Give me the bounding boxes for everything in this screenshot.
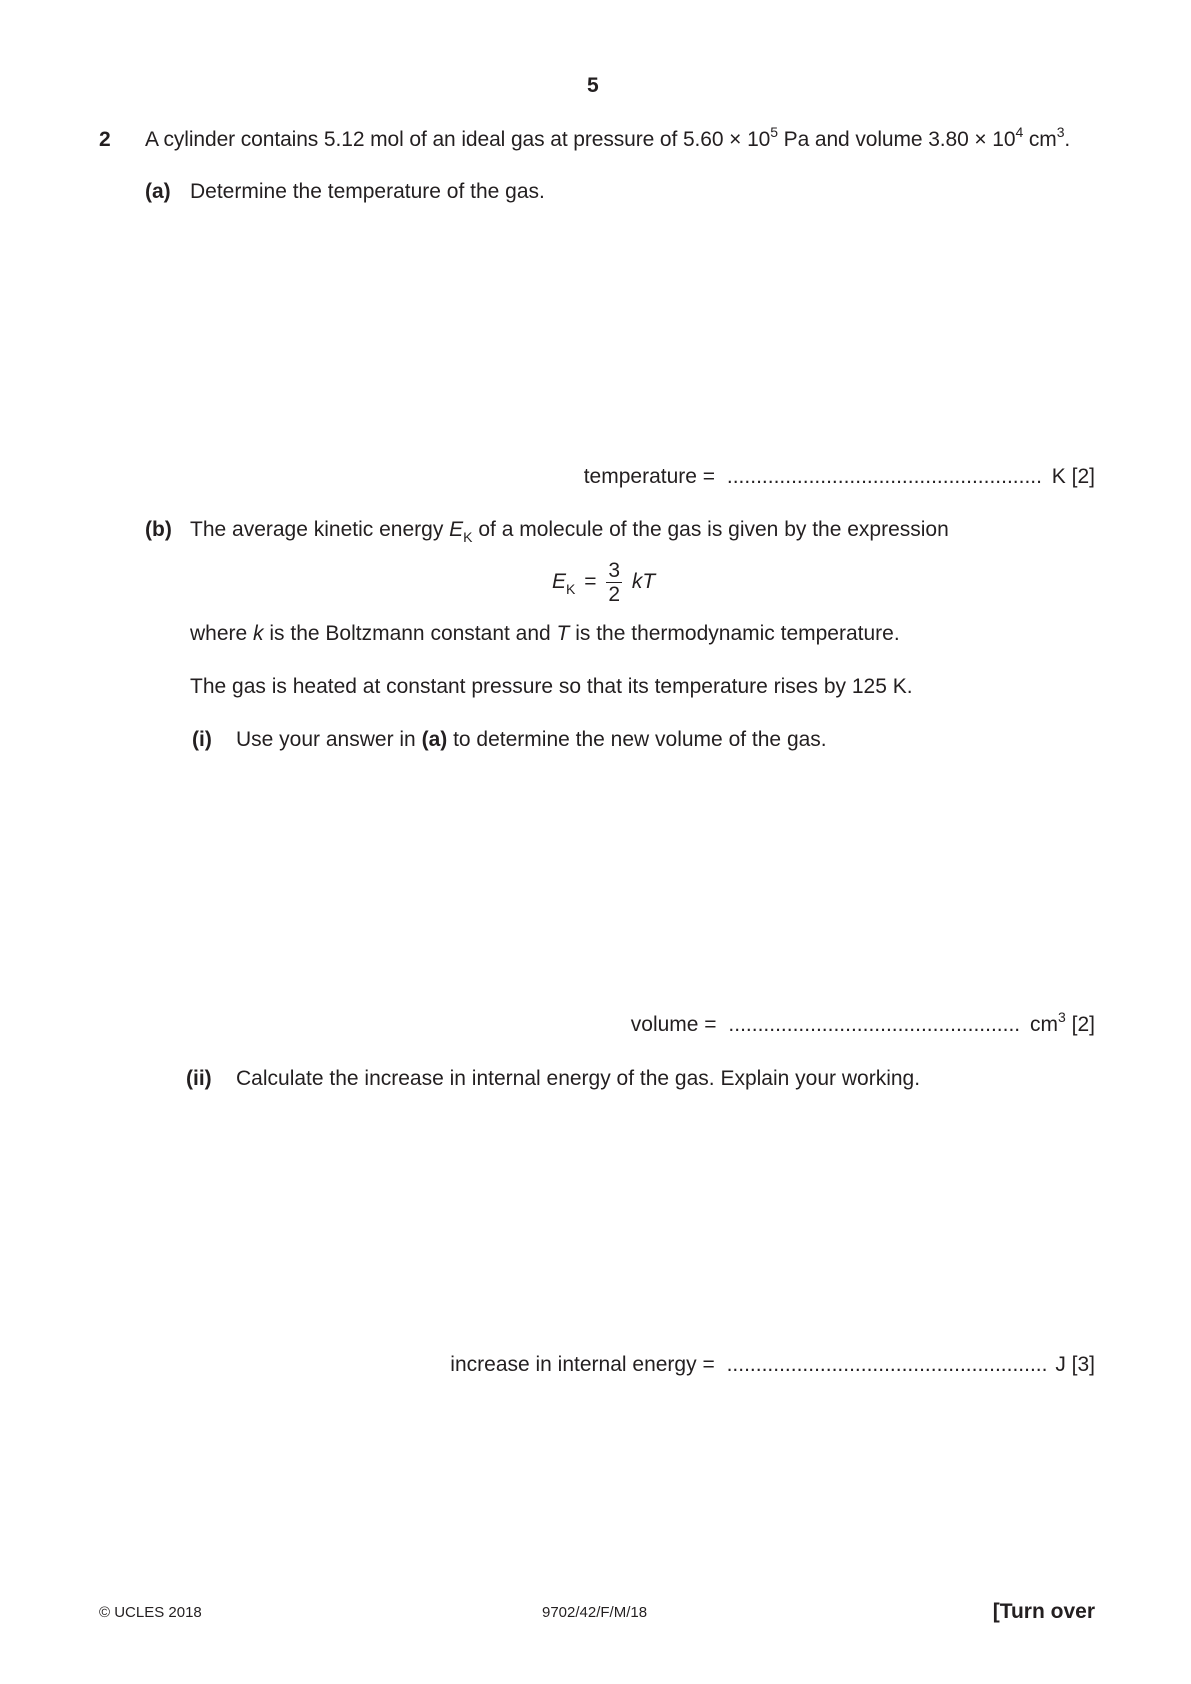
part-a-text: Determine the temperature of the gas.: [190, 180, 545, 203]
part-b-ii-label: (ii): [186, 1067, 212, 1090]
question-intro: A cylinder contains 5.12 mol of an ideal gas at pressure of $5.60 \times 10^5$ Pa and volume $3.80 \times 10^4$ $cm^3$.: [145, 124, 1071, 151]
part-b-i-text: Use your answer in (a) to determine the new volume of the gas.: [236, 728, 827, 751]
heating-text: The gas is heated at constant pressure so that its temperature rises by 125 K.: [190, 675, 913, 698]
where-text: where k is the Boltzmann constant and T is the thermodynamic temperature.: [190, 622, 900, 645]
footer-code: 9702/42/F/M/18: [542, 1604, 648, 1621]
part-b-text: The average kinetic energy $E_K$ of a molecule of the gas is given by the expression: [190, 518, 949, 545]
volume-label: volume =: [630, 1013, 717, 1036]
volume-marks: [2]: [1071, 1013, 1095, 1036]
internal-energy-label: increase in internal energy =: [450, 1353, 715, 1376]
turn-over: [Turn over: [992, 1600, 1095, 1623]
volume-unit: $cm^3$: [1030, 1009, 1066, 1036]
question-number: 2: [99, 128, 111, 151]
footer-copyright: © UCLES 2018: [99, 1604, 202, 1621]
temperature-dots: ......................................................: [726, 465, 1042, 488]
internal-energy-answer-line: [450, 1353, 1095, 1377]
temperature-answer-line: [584, 465, 1095, 489]
internal-energy-unit-marks: J [3]: [1055, 1353, 1095, 1376]
equation-fraction: $\frac{3}{2}$: [608, 559, 620, 606]
volume-dots: ..................................................: [728, 1013, 1021, 1036]
part-b-ii-text: Calculate the increase in internal energy of the gas. Explain your working.: [236, 1067, 921, 1090]
temperature-label: temperature =: [583, 465, 716, 488]
page-number: 5: [587, 74, 599, 97]
volume-answer-line: [630, 1009, 1095, 1037]
part-b-label: (b): [145, 518, 172, 541]
temperature-unit-marks: K [2]: [1051, 465, 1095, 488]
kinetic-energy-equation: $E_K$ = $\frac{3}{2}$ kT: [552, 559, 656, 606]
part-b-i-label: (i): [192, 728, 212, 751]
part-a-label: (a): [145, 180, 171, 203]
internal-energy-dots: .......................................................: [726, 1353, 1048, 1376]
